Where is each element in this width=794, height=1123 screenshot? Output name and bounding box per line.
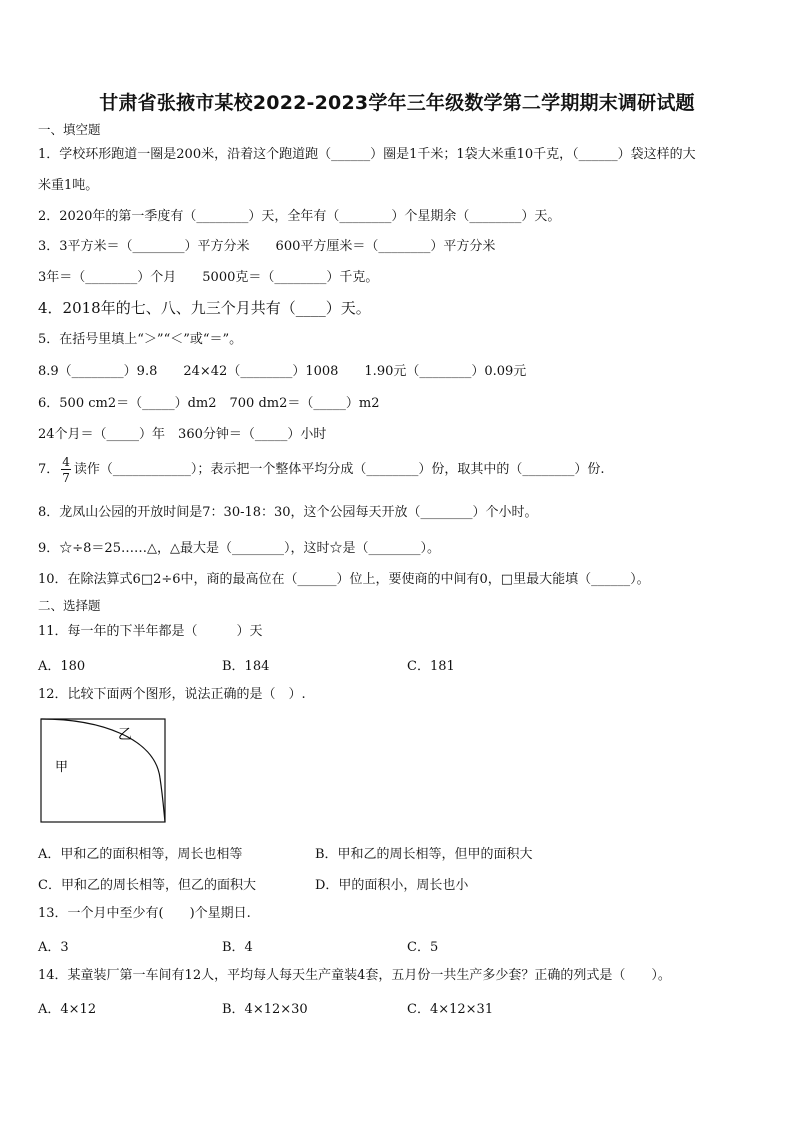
page-title: 甘肃省张掖市某校2022-2023学年三年级数学第二学期期末调研试题 xyxy=(99,92,695,114)
question-11-option-c: C．181 xyxy=(407,659,455,674)
fraction-denominator: 7 xyxy=(62,470,70,485)
fraction-four-sevenths xyxy=(61,456,71,484)
question-10: 10．在除法算式6□2÷6中，商的最高位在（______）位上，要使商的中间有0，□里最大能填（______）。 xyxy=(38,572,650,587)
question-12-option-a: A．甲和乙的面积相等，周长也相等 xyxy=(38,847,243,862)
question-14-option-a: A．4×12 xyxy=(38,1002,97,1017)
fraction-numerator: 4 xyxy=(62,454,70,469)
question-12: 12．比较下面两个图形，说法正确的是（ ）. xyxy=(38,687,306,702)
question-5: 5．在括号里填上“＞”“＜”或“＝”。 xyxy=(38,332,243,347)
question-13-option-a: A．3 xyxy=(38,940,69,955)
question-4: 4．2018年的七、八、九三个月共有（____）天。 xyxy=(38,299,371,317)
question-12-option-c: C．甲和乙的周长相等，但乙的面积大 xyxy=(38,878,256,893)
question-6-line-2: 24个月＝（_____）年 360分钟＝（_____）小时 xyxy=(38,427,327,442)
question-14-option-c: C．4×12×31 xyxy=(407,1002,494,1017)
question-13: 13．一个月中至少有( )个星期日. xyxy=(38,906,251,921)
region-label-yi: 乙 xyxy=(118,727,132,743)
question-11-option-b: B．184 xyxy=(222,659,270,674)
question-7-text: 读作（____________）；表示把一个整体平均分成（________）份，取其中的（________）份. xyxy=(73,462,605,477)
shape-comparison-figure xyxy=(40,718,168,824)
question-14: 14．某童装厂第一车间有12人，平均每人每天生产童装4套，五月份一共生产多少套？正确的列式是（ ）。 xyxy=(38,968,671,983)
question-6-line-1: 6．500 cm2＝（_____）dm2 700 dm2＝（_____）m2 xyxy=(38,396,380,411)
question-1-line-1: 1．学校环形跑道一圈是200米，沿着这个跑道跑（______）圈是1千米；1袋大米重10千克，（______）袋这样的大 xyxy=(38,147,696,162)
question-14-option-b: B．4×12×30 xyxy=(222,1002,308,1017)
question-12-figure xyxy=(40,718,168,828)
question-7 xyxy=(38,452,605,488)
question-9: 9．☆÷8＝25……△，△最大是（________），这时☆是（________）。 xyxy=(38,541,440,556)
question-13-option-c: C．5 xyxy=(407,940,439,955)
question-7-number: 7． xyxy=(38,462,60,477)
question-5-items: 8.9（________）9.8 24×42（________）1008 1.90元（________）0.09元 xyxy=(38,364,527,379)
question-8: 8．龙凤山公园的开放时间是7：30-18：30，这个公园每天开放（________）个小时。 xyxy=(38,505,538,520)
section-heading-multiple-choice: 二、选择题 xyxy=(38,598,101,613)
question-12-option-d: D．甲的面积小，周长也小 xyxy=(315,878,469,893)
question-1-line-2: 米重1吨。 xyxy=(38,178,99,193)
question-3-line-2: 3年＝（________）个月 5000克＝（________）千克。 xyxy=(38,270,379,285)
question-11-option-a: A．180 xyxy=(38,659,86,674)
question-13-option-b: B．4 xyxy=(222,940,253,955)
question-2: 2．2020年的第一季度有（________）天，全年有（________）个星期余（________）天。 xyxy=(38,209,561,224)
region-label-jia: 甲 xyxy=(55,760,69,775)
question-11: 11．每一年的下半年都是（ ）天 xyxy=(38,624,263,639)
question-12-option-b: B．甲和乙的周长相等，但甲的面积大 xyxy=(315,847,533,862)
section-heading-fill-blank: 一、填空题 xyxy=(38,122,101,137)
question-3-line-1: 3．3平方米＝（________）平方分米 600平方厘米＝（________）平方分米 xyxy=(38,239,496,254)
